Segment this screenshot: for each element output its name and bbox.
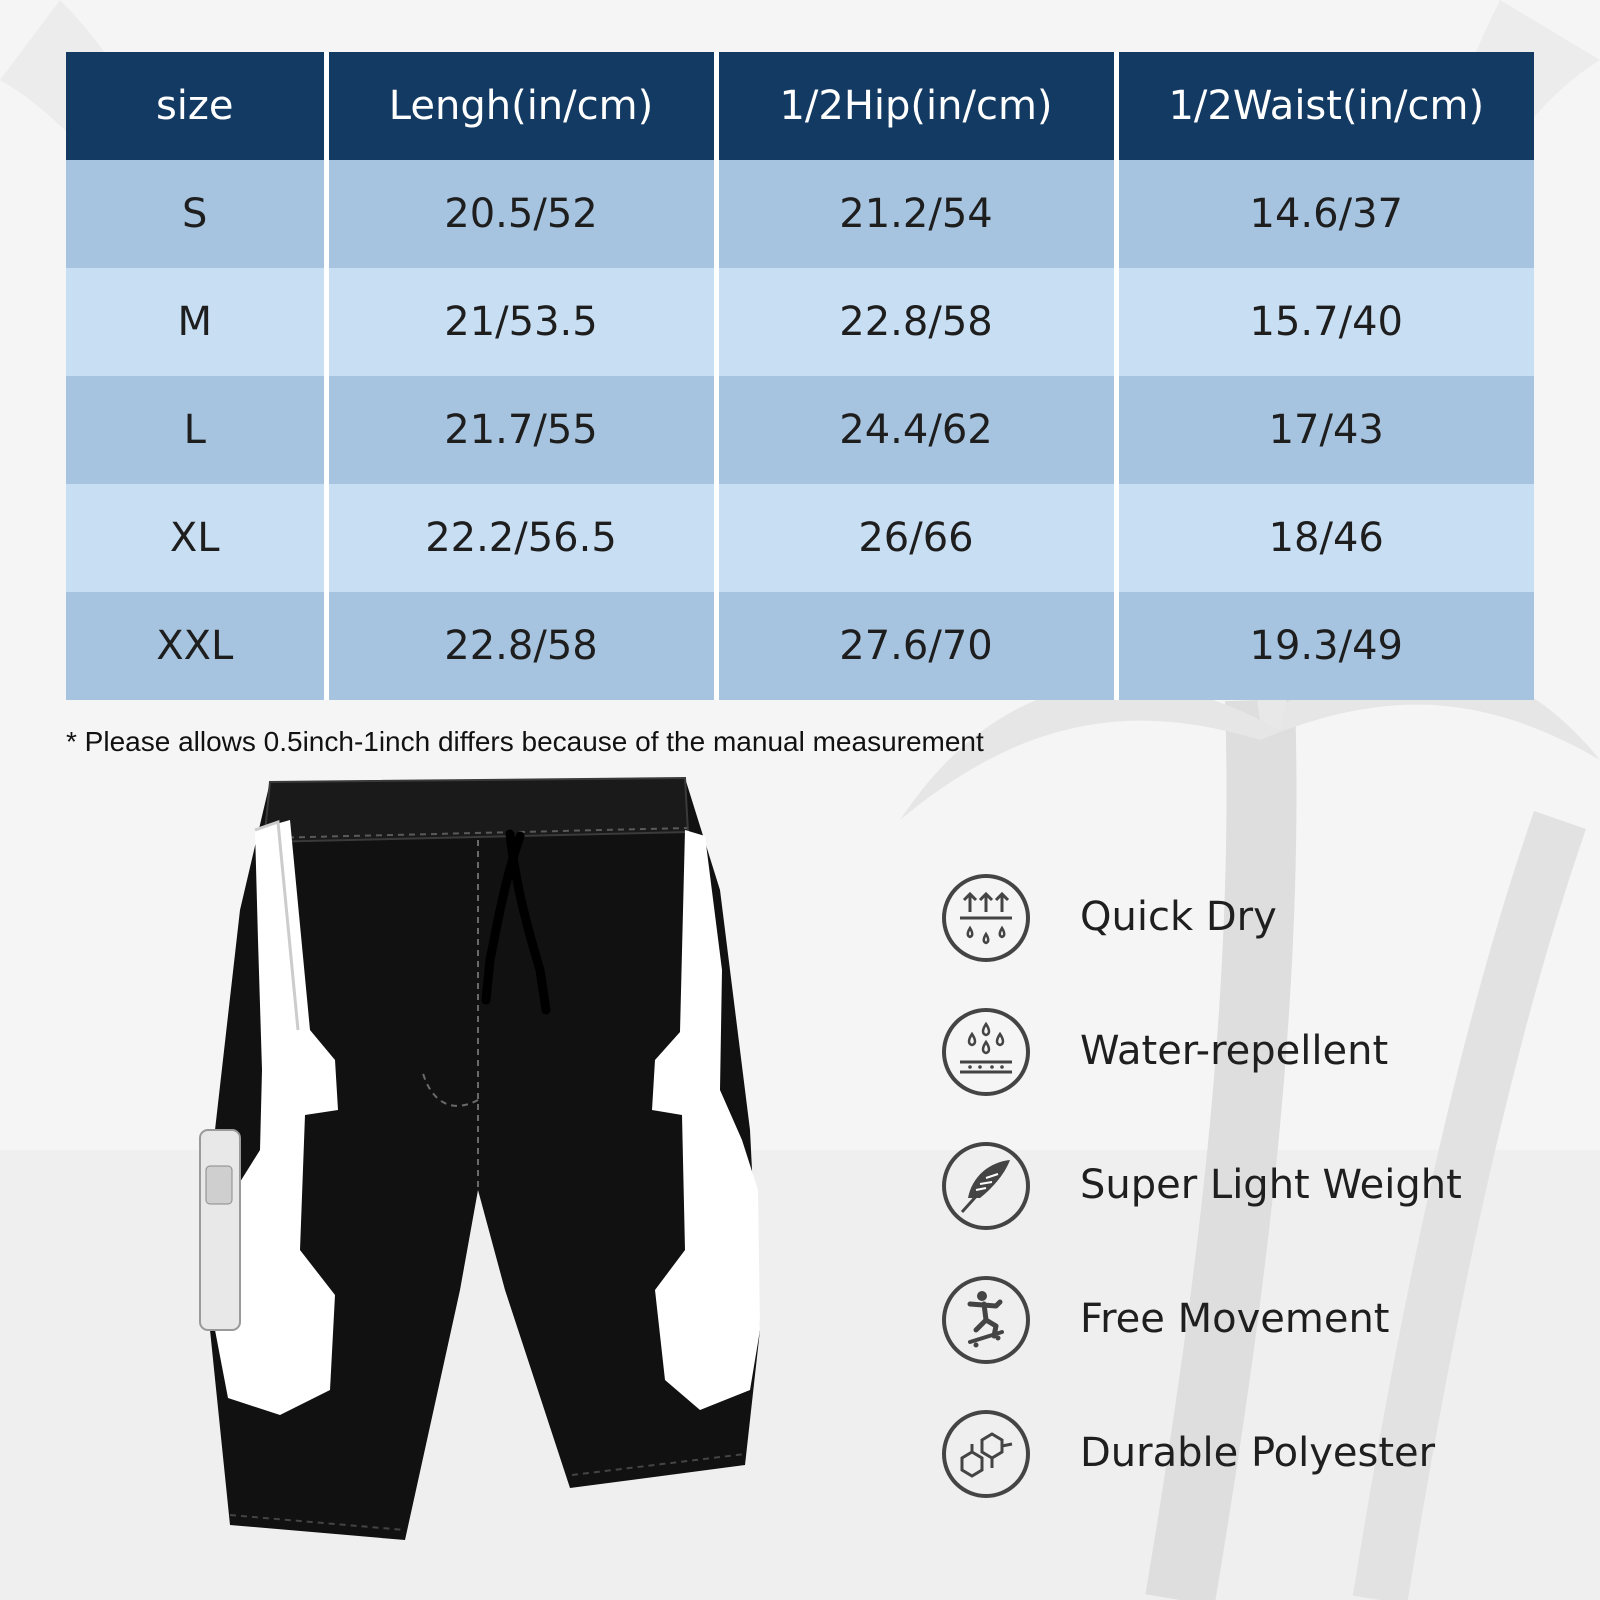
cell-size: XXL: [66, 592, 326, 700]
cell-length: 20.5/52: [326, 160, 716, 268]
cell-hip: 24.4/62: [716, 376, 1116, 484]
feature-item: [940, 1006, 1560, 1140]
cell-length: 22.2/56.5: [326, 484, 716, 592]
feature-item: [940, 1408, 1560, 1542]
measurement-note: * Please allows 0.5inch-1inch differs because of the manual measurement: [66, 726, 984, 757]
feature-label: Durable Polyester: [1080, 1430, 1436, 1476]
table-row: [66, 376, 1534, 484]
cell-size: XL: [66, 484, 326, 592]
cell-size: S: [66, 160, 326, 268]
cell-waist: 14.6/37: [1116, 160, 1534, 268]
cell-waist: 15.7/40: [1116, 268, 1534, 376]
cell-hip: 22.8/58: [716, 268, 1116, 376]
feature-list: [940, 872, 1560, 1542]
quick-dry-icon: [940, 872, 1032, 964]
cell-waist: 18/46: [1116, 484, 1534, 592]
table-row: [66, 268, 1534, 376]
feature-label: Free Movement: [1080, 1296, 1390, 1342]
feature-label: Water-repellent: [1080, 1028, 1389, 1074]
cell-size: L: [66, 376, 326, 484]
size-chart-header-row: [66, 52, 1534, 160]
table-row: [66, 592, 1534, 700]
feature-label: Quick Dry: [1080, 894, 1277, 940]
polymer-hexagon-icon: [940, 1408, 1032, 1500]
cell-waist: 17/43: [1116, 376, 1534, 484]
cell-hip: 21.2/54: [716, 160, 1116, 268]
cell-size: M: [66, 268, 326, 376]
feature-label: Super Light Weight: [1080, 1162, 1462, 1208]
feature-item: [940, 872, 1560, 1006]
water-repellent-icon: [940, 1006, 1032, 1098]
cell-hip: 26/66: [716, 484, 1116, 592]
skater-icon: [940, 1274, 1032, 1366]
cell-length: 21.7/55: [326, 376, 716, 484]
cell-waist: 19.3/49: [1116, 592, 1534, 700]
header-half-waist: 1/2Waist(in/cm): [1116, 52, 1534, 160]
header-length: Lengh(in/cm): [326, 52, 716, 160]
header-half-hip: 1/2Hip(in/cm): [716, 52, 1116, 160]
cell-length: 21/53.5: [326, 268, 716, 376]
board-shorts-image: [160, 770, 800, 1580]
table-row: [66, 484, 1534, 592]
feather-icon: [940, 1140, 1032, 1232]
table-row: [66, 160, 1534, 268]
header-size: size: [66, 52, 326, 160]
feature-item: [940, 1140, 1560, 1274]
size-chart-table: [66, 52, 1534, 700]
cell-hip: 27.6/70: [716, 592, 1116, 700]
feature-item: [940, 1274, 1560, 1408]
cell-length: 22.8/58: [326, 592, 716, 700]
